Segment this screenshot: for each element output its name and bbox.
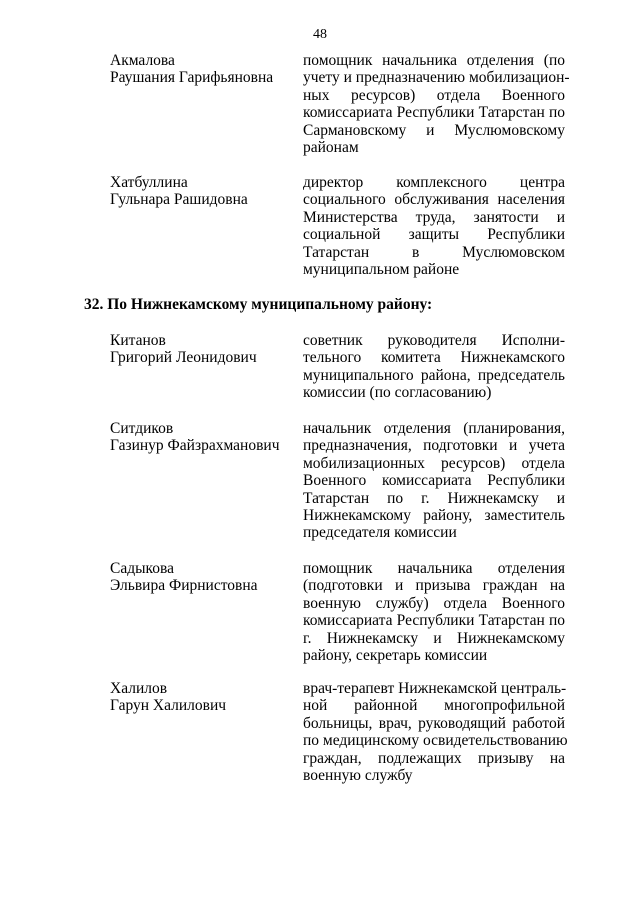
member-name xyxy=(110,52,295,87)
role-line: врач-терапевт Нижнекамской централь- xyxy=(303,680,567,697)
role-line: г. Нижнекамску и Нижнекамскому xyxy=(303,629,565,647)
member-surname: Акмалова xyxy=(110,52,175,69)
member-role xyxy=(303,560,565,664)
member-name xyxy=(110,420,295,455)
member-name xyxy=(110,174,295,209)
member-surname: Халилов xyxy=(110,680,168,697)
role-line: комиссариата Республики Татарстан по xyxy=(303,612,565,630)
role-line: комиссии (по согласованию) xyxy=(303,384,492,402)
member-given-name: Эльвира Фирнистовна xyxy=(110,577,258,595)
member-surname: Хатбуллина xyxy=(110,174,188,191)
role-line: Нижнекамскому району, заместитель xyxy=(303,507,565,525)
role-line: ных ресурсов) отдела Военного xyxy=(303,86,565,104)
member-given-name: Гульнара Рашидовна xyxy=(110,191,248,209)
role-line: директор комплексного центра xyxy=(303,174,565,191)
role-line: Военного комиссариата Республики xyxy=(303,472,565,490)
role-line: советник руководителя Исполни- xyxy=(303,332,565,349)
role-line: Министерства труда, занятости и xyxy=(303,208,565,226)
role-line: помощник начальника отделения (по xyxy=(303,52,565,69)
role-line: ной районной многопрофильной xyxy=(303,697,565,715)
role-line: муниципального района, председатель xyxy=(303,366,565,384)
member-surname: Китанов xyxy=(110,332,166,349)
member-name xyxy=(110,680,295,715)
role-line: граждан, подлежащих призыву на xyxy=(303,749,565,767)
role-line: военную службу xyxy=(303,767,413,785)
role-line: району, секретарь комиссии xyxy=(303,647,488,665)
member-name xyxy=(110,560,295,595)
member-name xyxy=(110,332,295,367)
member-given-name: Гарун Халилович xyxy=(110,697,227,715)
section-heading xyxy=(84,296,432,313)
role-line: районам xyxy=(303,139,359,157)
role-line: по медицинскому освидетельствованию xyxy=(303,732,568,750)
section-title: По Нижнекамскому муниципальному району: xyxy=(107,296,433,313)
role-line: Татарстан в Муслюмовском xyxy=(303,243,565,261)
member-given-name: Газинур Файзрахманович xyxy=(110,437,280,455)
role-line: тельного комитета Нижнекамского xyxy=(303,349,565,367)
member-role xyxy=(303,52,570,157)
role-line: (подготовки и призыва граждан на xyxy=(303,577,565,595)
page-number: 48 xyxy=(313,27,327,42)
member-role xyxy=(303,420,565,542)
role-line: учету и предназначению мобилизацион- xyxy=(303,69,570,87)
member-role xyxy=(303,174,565,278)
role-line: Татарстан по г. Нижнекамску и xyxy=(303,489,565,507)
role-line: председателя комиссии xyxy=(303,524,457,542)
role-line: муниципальном районе xyxy=(303,261,460,279)
role-line: социального обслуживания населения xyxy=(303,191,565,209)
role-line: помощник начальника отделения xyxy=(303,560,565,577)
role-line: больницы, врач, руководящий работой xyxy=(303,714,565,732)
member-given-name: Григорий Леонидович xyxy=(110,349,257,367)
role-line: Сармановскому и Муслюмовскому xyxy=(303,121,565,139)
member-role xyxy=(303,332,565,402)
role-line: социальной защиты Республики xyxy=(303,226,565,244)
section-number: 32. xyxy=(84,296,104,313)
role-line: предназначения, подготовки и учета xyxy=(303,437,565,455)
member-given-name: Раушания Гарифьяновна xyxy=(110,69,274,87)
role-line: военную службу) отдела Военного xyxy=(303,594,565,612)
member-surname: Садыкова xyxy=(110,560,175,577)
member-surname: Ситдиков xyxy=(110,420,174,437)
role-line: мобилизационных ресурсов) отдела xyxy=(303,454,565,472)
role-line: начальник отделения (планирования, xyxy=(303,420,565,437)
member-role xyxy=(303,680,568,785)
role-line: комиссариата Республики Татарстан по xyxy=(303,104,565,122)
